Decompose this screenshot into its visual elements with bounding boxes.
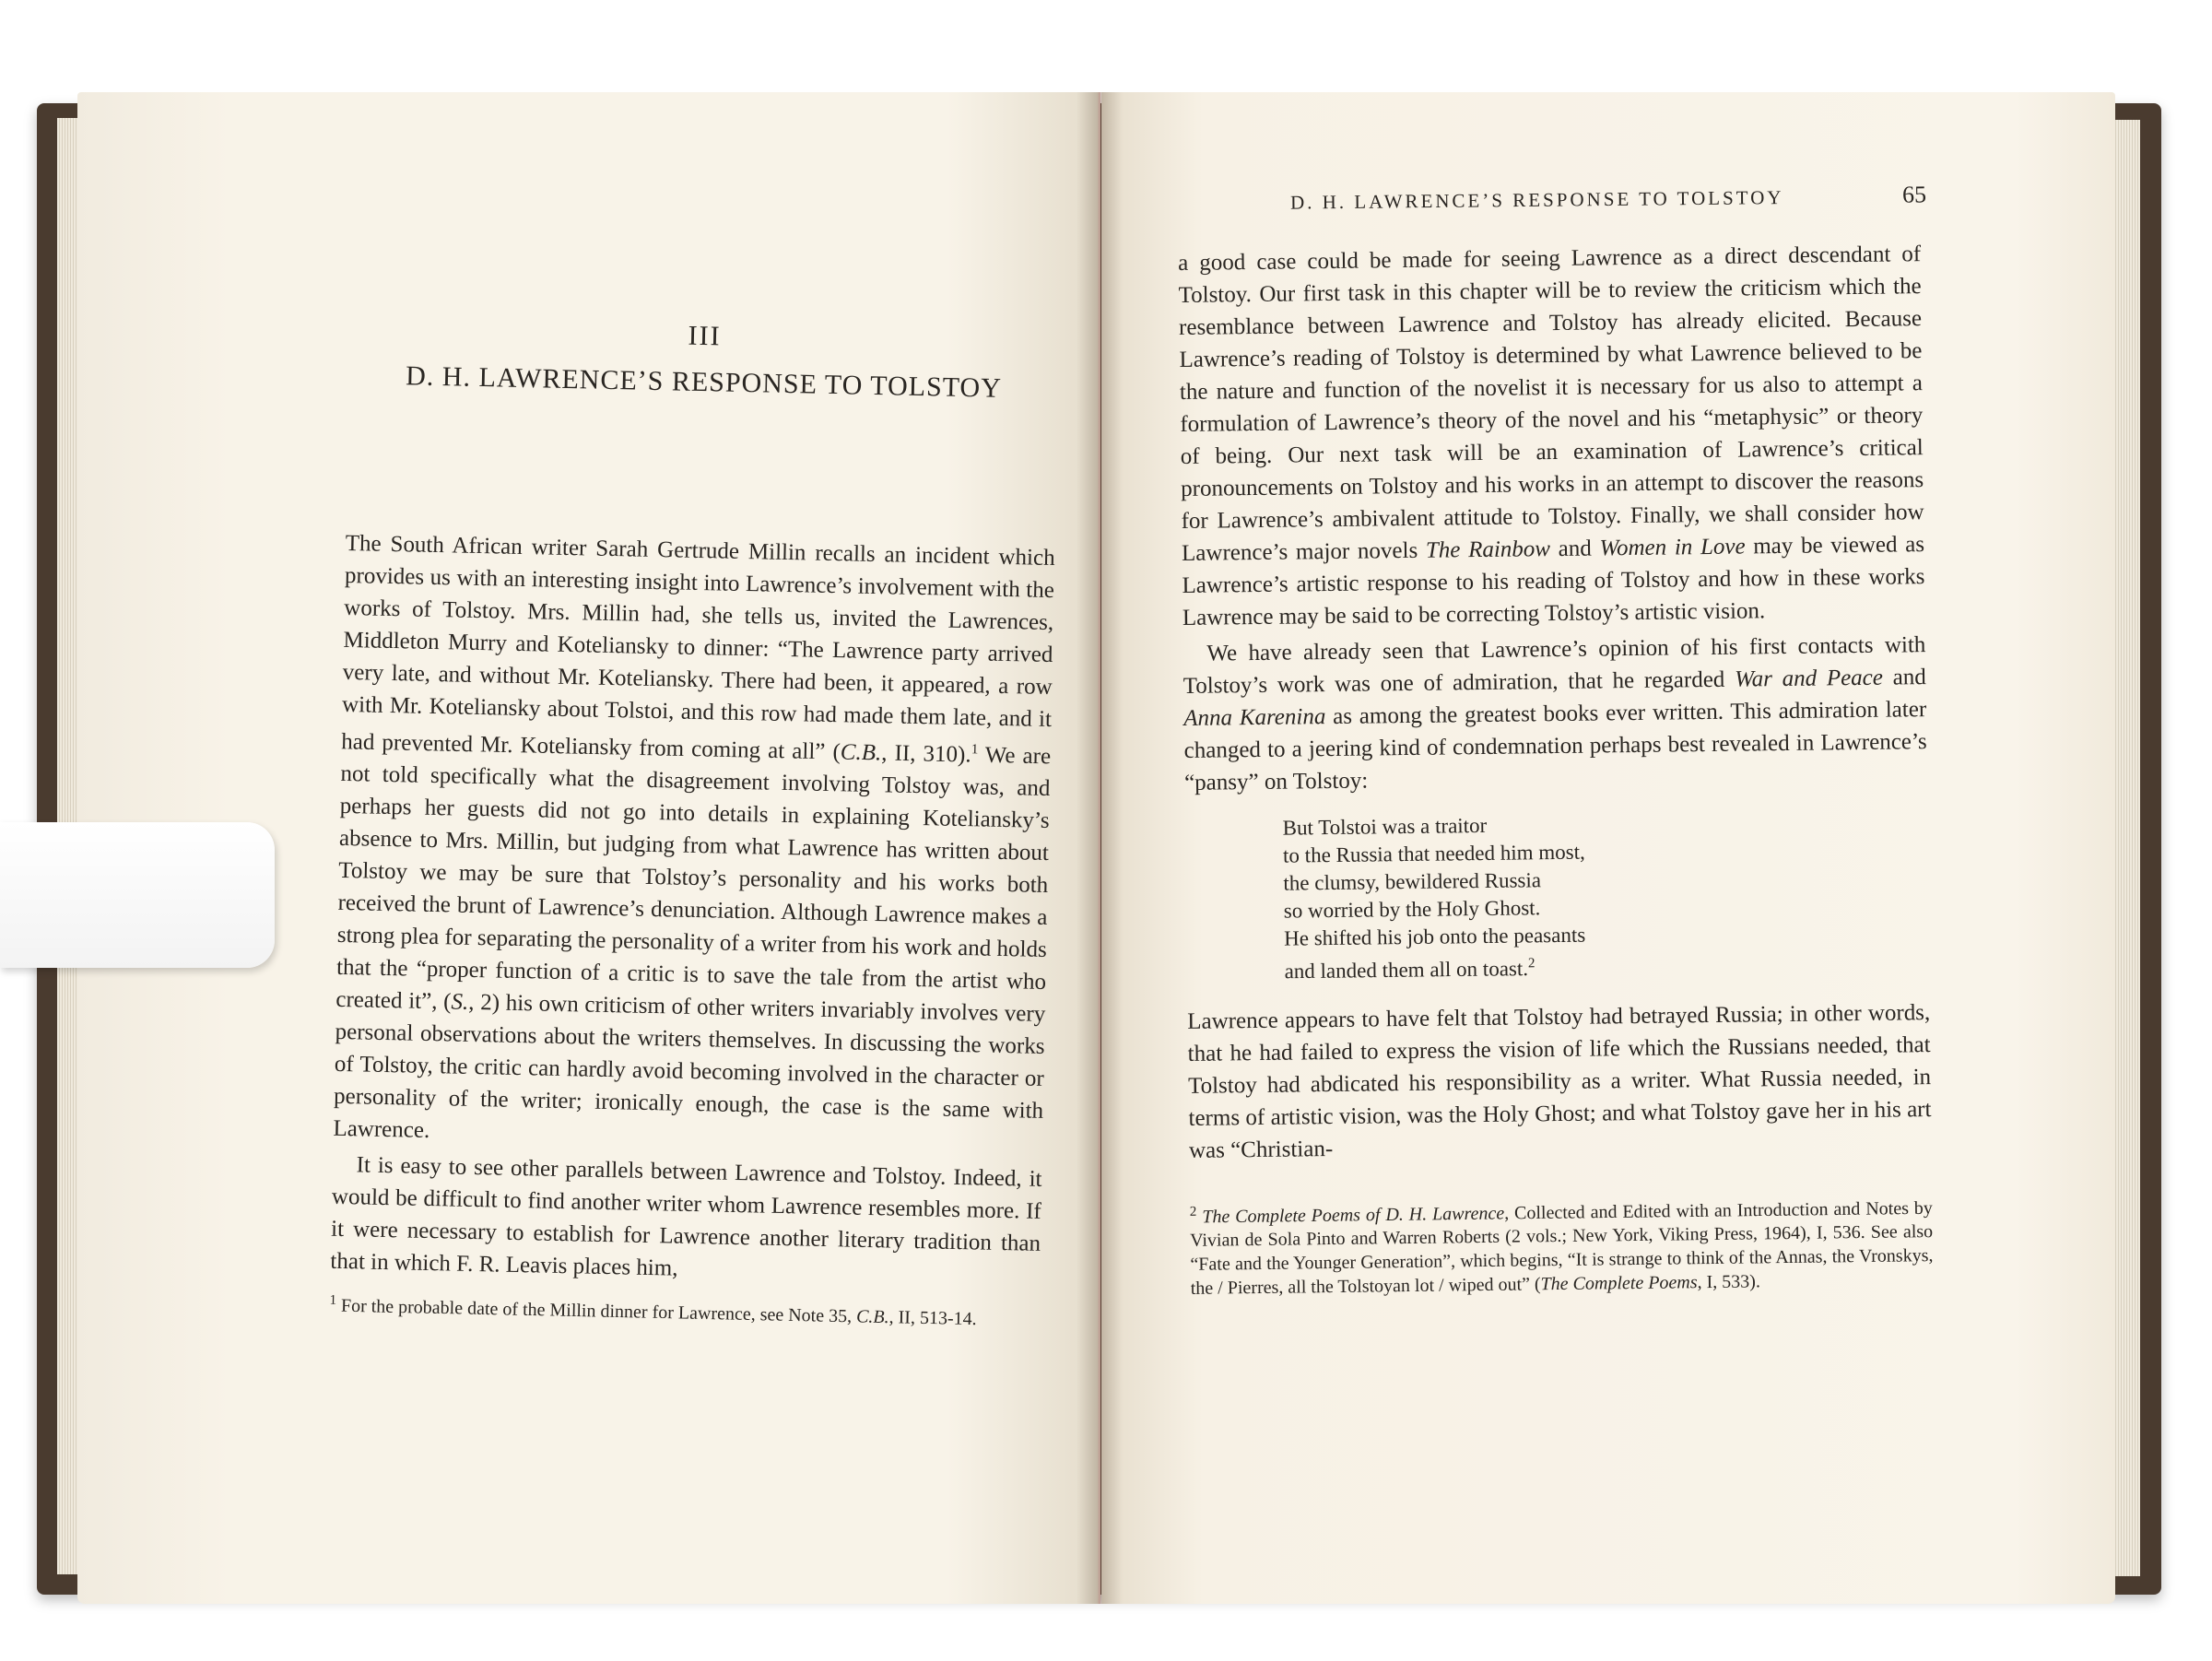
right-page-text	[1178, 238, 1934, 1301]
poem-quote	[1283, 807, 1930, 985]
right-body-continued	[1187, 996, 1932, 1167]
footnote-ref: 1	[971, 742, 979, 758]
page-edges-right	[2112, 120, 2140, 1576]
running-head: D. H. LAWRENCE’S RESPONSE TO TOLSTOY	[1289, 186, 1784, 214]
left-body	[330, 527, 1055, 1292]
right-body	[1178, 238, 1927, 799]
paragraph: The South African writer Sarah Gertrude Millin recalls an incident which provides us with an interesting insight into Lawrence’s involvement with the works of Tolstoy. Mrs. Millin had, she tells us, invited the Lawrences, Middleton Murry and Koteliansky to dinner: “The Lawrence party arrived very late, and without Mr. Koteliansky. There had been, it appeared, a row with Mr. Koteliansky about Tolstoi, and this row had made them late, and it had prevented Mr. Koteliansky from coming at all” (C.B., II, 310).$^1$ We are not told specifically what the disagreement involving Tolstoy was, and perhaps her guests did not go into details in explaining Koteliansky’s absence to Mrs. Millin, but judging from what Lawrence has written about Tolstoy we may be sure that Tolstoy’s personality and his works both received the brunt of Lawrence’s denunciation. Although Lawrence makes a strong plea for separating the personality of a writer from his work and holds that the “proper function of a critic is to save the tale from the artist who created it”, (S., 2) his own criticism of other writers invariably involves very personal observations about the writers themselves. In discussing the works of Tolstoy, the critic can hardly avoid becoming involved in the character or personality of the writer; ironically enough, the case is the same with Lawrence.	[333, 530, 1055, 1144]
paragraph: Lawrence appears to have felt that Tolstoy had betrayed Russia; in other words, that he had failed to express the vision of life which the Russians needed, that Tolstoy had abdicated his responsibility as a writer. What Russia needed, in terms of artistic vision, was the Holy Ghost; and what Tolstoy gave her in his art was “Christian-	[1187, 999, 1932, 1163]
poem-line: and landed them all on toast.$^2$	[1284, 956, 1535, 984]
left-page-text	[329, 313, 1060, 1333]
poem-line: But Tolstoi was a traitor	[1282, 813, 1488, 840]
page-number: 65	[1901, 181, 1927, 208]
chapter-number: III	[688, 320, 722, 352]
chapter-title: D. H. LAWRENCE’S RESPONSE TO TOLSTOY	[405, 360, 1003, 404]
page-clip	[0, 822, 275, 968]
footnote: $^2$ The Complete Poems of D. H. Lawrence, Collected and Edited with an Introduction and Notes by Vivian de Sola Pinto and Warren Roberts (2 vols.; New York, Viking Press, 1964), I, 536. See also “Fate and the Younger Generation”, which begins, “It is strange to think of the Annas, the Vronskys, the / Pierres, all the Tolstoyan lot / wiped out” (The Complete Poems, I, 533).	[1189, 1197, 1934, 1300]
book-gutter	[1077, 92, 1123, 1604]
poem-line: so worried by the Holy Ghost.	[1283, 896, 1541, 923]
paragraph: It is easy to see other parallels between Lawrence and Tolstoy. Indeed, it would be difficult to find another writer whom Lawrence resembles more. If it were necessary to establish for Lawrence another literary tradition than that in which F. R. Leavis places him,	[330, 1152, 1042, 1281]
poem-line: the clumsy, bewildered Russia	[1283, 868, 1542, 895]
paragraph: We have already seen that Lawrence’s opinion of his first contacts with Tolstoy’s work was one of admiration, that he regarded War and Peace and Anna Karenina as among the greatest books ever written. This admiration later changed to a jeering kind of condemnation perhaps best revealed in Lawrence’s “pansy” on Tolstoy:	[1182, 632, 1927, 795]
poem-line: He shifted his job onto the peasants	[1284, 923, 1586, 950]
paragraph: a good case could be made for seeing Lawrence as a direct descendant of Tolstoy. Our first task in this chapter will be to review the criticism which the resemblance between Lawrence and Tolstoy has already elicited. Because Lawrence’s reading of Tolstoy is determined by what Lawrence believed to be the nature and function of the novelist it is necessary for us also to attempt a formulation of Lawrence’s theory of the novel and his “metaphysic” or theory of being. Our next task will be an examination of Lawrence’s critical pronouncements on Tolstoy and his works in an attempt to discover the reasons for Lawrence’s ambivalent attitude to Tolstoy. Finally, we shall consider how Lawrence’s major novels The Rainbow and Women in Love may be viewed as Lawrence’s artistic response to his reading of Tolstoy and how in these works Lawrence may be said to be correcting Tolstoy’s artistic vision.	[1178, 241, 1925, 630]
footnote: $^1$ For the probable date of the Millin dinner for Lawrence, see Note 35, C.B., II, 513-14.	[329, 1293, 977, 1330]
footnote-ref: 2	[1527, 956, 1535, 972]
poem-line: to the Russia that needed him most,	[1282, 840, 1585, 867]
